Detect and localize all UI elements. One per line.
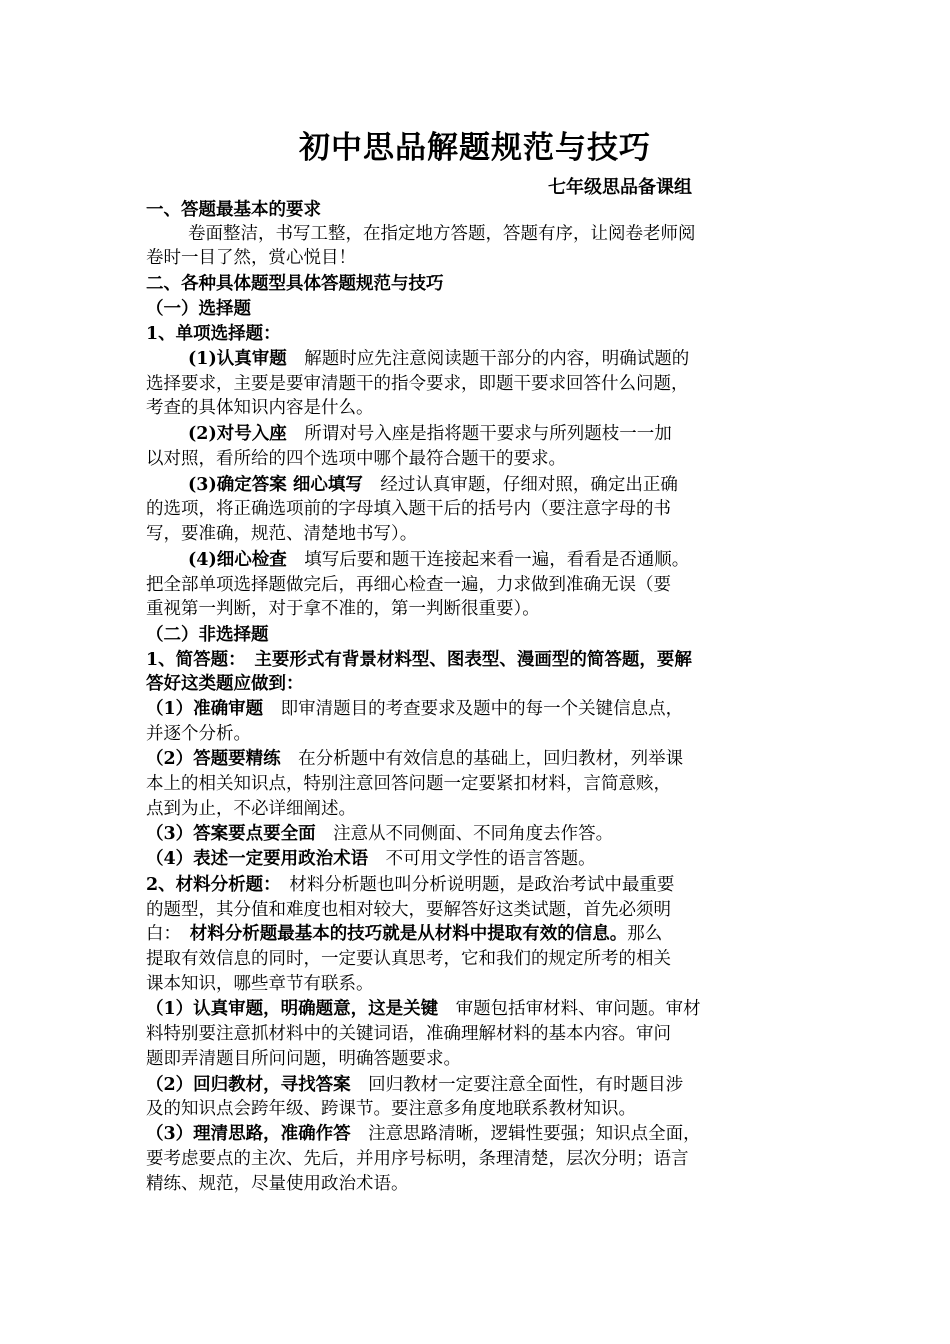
text-line xyxy=(146,747,810,771)
text-line xyxy=(146,648,810,672)
bold-text: 二、各种具体题型具体答题规范与技巧 xyxy=(146,274,444,294)
text-line xyxy=(146,497,810,521)
body-text: 那么 xyxy=(627,924,663,944)
text-line xyxy=(146,772,810,796)
text-line xyxy=(146,1172,810,1196)
body-text: 的题型，其分值和难度也相对较大，要解答好这类试题，首先必须明 xyxy=(146,900,671,920)
body-text: 本上的相关知识点，特别注意回答问题一定要紧扣材料，言简意赅， xyxy=(146,774,671,794)
bold-text: 1、简答题： 主要形式有背景材料型、图表型、漫画型的简答题，要解 xyxy=(146,650,692,670)
text-line xyxy=(146,922,810,946)
body-text: 的选项，将正确选项前的字母填入题干后的括号内（要注意字母的书 xyxy=(146,499,671,519)
bold-text: （一）选择题 xyxy=(146,299,251,319)
text-line xyxy=(146,246,810,270)
text-line xyxy=(146,1022,810,1046)
bold-text: （2）答题要精练 xyxy=(146,749,281,769)
body-text: 解题时应先注意阅读题干部分的内容，明确试题的 xyxy=(286,349,690,369)
bold-text: 1、单项选择题： xyxy=(146,324,281,344)
bold-text: 材料分析题最基本的技巧就是从材料中提取有效的信息。 xyxy=(189,924,628,944)
text-line xyxy=(188,473,810,497)
bold-text: (1)认真审题 xyxy=(188,349,287,369)
bold-text: (2)对号入座 xyxy=(188,424,287,444)
text-line xyxy=(146,697,810,721)
body-text: 点到为止，不必详细阐述。 xyxy=(146,799,356,819)
body-text: 并逐个分析。 xyxy=(146,724,251,744)
text-line xyxy=(146,272,810,296)
bold-text: 答好这类题应做到： xyxy=(146,674,304,694)
text-line xyxy=(146,396,810,420)
body-text: 以对照，看所给的四个选项中哪个最符合题干的要求。 xyxy=(146,449,566,469)
body-text: 重视第一判断，对于拿不准的，第一判断很重要）。 xyxy=(146,599,540,619)
text-line xyxy=(146,847,810,871)
text-line xyxy=(146,573,810,597)
body-text: 即审清题目的考查要求及题中的每一个关键信息点， xyxy=(263,699,684,719)
text-line xyxy=(146,1073,810,1097)
text-line xyxy=(146,447,810,471)
bold-text: （2）回归教材，寻找答案 xyxy=(146,1075,351,1095)
text-line xyxy=(146,297,810,321)
body-text: 注意思路清晰，逻辑性要强；知识点全面， xyxy=(350,1124,701,1144)
body-text: 写，要准确，规范、清楚地书写）。 xyxy=(146,524,418,544)
body-text: 选择要求，主要是要审清题干的指令要求，即题干要求回答什么问题， xyxy=(146,374,689,394)
text-line xyxy=(188,222,810,246)
body-text: 及的知识点会跨年级、跨课节。要注意多角度地联系教材知识。 xyxy=(146,1099,636,1119)
text-line xyxy=(146,322,810,346)
body-text: 把全部单项选择题做完后，再细心检查一遍，力求做到准确无误（要 xyxy=(146,575,671,595)
body-text: 课本知识，哪些章节有联系。 xyxy=(146,974,374,994)
body-text: 回归教材一定要注意全面性，有时题目涉 xyxy=(350,1075,684,1095)
text-line xyxy=(146,722,810,746)
text-line xyxy=(146,372,810,396)
text-line xyxy=(146,822,810,846)
body-text: 白： xyxy=(146,924,190,944)
text-line xyxy=(146,1122,810,1146)
text-line xyxy=(146,873,810,897)
body-text: 所谓对号入座是指将题干要求与所列题枝一一加 xyxy=(286,424,672,444)
bold-text: 一、答题最基本的要求 xyxy=(146,200,321,220)
text-line xyxy=(146,1147,810,1171)
body-text: 材料分析题也叫分析说明题，是政治考试中最重要 xyxy=(271,875,675,895)
body-text: 卷面整洁，书写工整，在指定地方答题，答题有序，让阅卷老师阅 xyxy=(188,224,696,244)
text-line xyxy=(146,797,810,821)
page-title: 初中思品解题规范与技巧 xyxy=(299,130,651,166)
body-text: 题即弄清题目所问问题，明确答题要求。 xyxy=(146,1049,461,1069)
text-line xyxy=(188,422,810,446)
bold-text: （二）非选择题 xyxy=(146,625,269,645)
text-line xyxy=(146,947,810,971)
body-text: 不可用文学性的语言答题。 xyxy=(368,849,596,869)
text-line xyxy=(146,522,810,546)
author-line: 七年级思品备课组 xyxy=(548,177,692,198)
bold-text: 2、材料分析题： xyxy=(146,875,272,895)
body-text: 在分析题中有效信息的基础上，回归教材，列举课 xyxy=(280,749,684,769)
body-text: 注意从不同侧面、不同角度去作答。 xyxy=(315,824,614,844)
body-text: 精练、规范，尽量使用政治术语。 xyxy=(146,1174,409,1194)
bold-text: （3）理清思路，准确作答 xyxy=(146,1124,351,1144)
text-line xyxy=(146,997,810,1021)
body-text: 审题包括审材料、审问题。审材 xyxy=(438,999,701,1019)
text-line xyxy=(146,972,810,996)
body-text: 经过认真审题，仔细对照，确定出正确 xyxy=(362,475,678,495)
body-text: 要考虑要点的主次、先后，并用序号标明，条理清楚，层次分明；语言 xyxy=(146,1149,689,1169)
text-line xyxy=(146,1097,810,1121)
bold-text: （3）答案要点要全面 xyxy=(146,824,316,844)
text-line xyxy=(146,672,810,696)
bold-text: (4)细心检查 xyxy=(188,550,287,570)
bold-text: （4）表述一定要用政治术语 xyxy=(146,849,369,869)
body-text: 卷时一目了然，赏心悦目！ xyxy=(146,248,356,268)
text-line xyxy=(146,898,810,922)
text-line xyxy=(146,623,810,647)
bold-text: (3)确定答案 细心填写 xyxy=(188,475,363,495)
body-text: 料特别要注意抓材料中的关键词语，准确理解材料的基本内容。审问 xyxy=(146,1024,671,1044)
text-line xyxy=(146,597,810,621)
bold-text: （1）准确审题 xyxy=(146,699,264,719)
text-line xyxy=(188,347,810,371)
body-text: 考查的具体知识内容是什么。 xyxy=(146,398,374,418)
text-line xyxy=(188,548,810,572)
text-line xyxy=(146,198,810,222)
text-line xyxy=(146,1047,810,1071)
body-text: 提取有效信息的同时，一定要认真思考，它和我们的规定所考的相关 xyxy=(146,949,671,969)
bold-text: （1）认真审题，明确题意，这是关键 xyxy=(146,999,439,1019)
body-text: 填写后要和题干连接起来看一遍，看看是否通顺。 xyxy=(286,550,690,570)
